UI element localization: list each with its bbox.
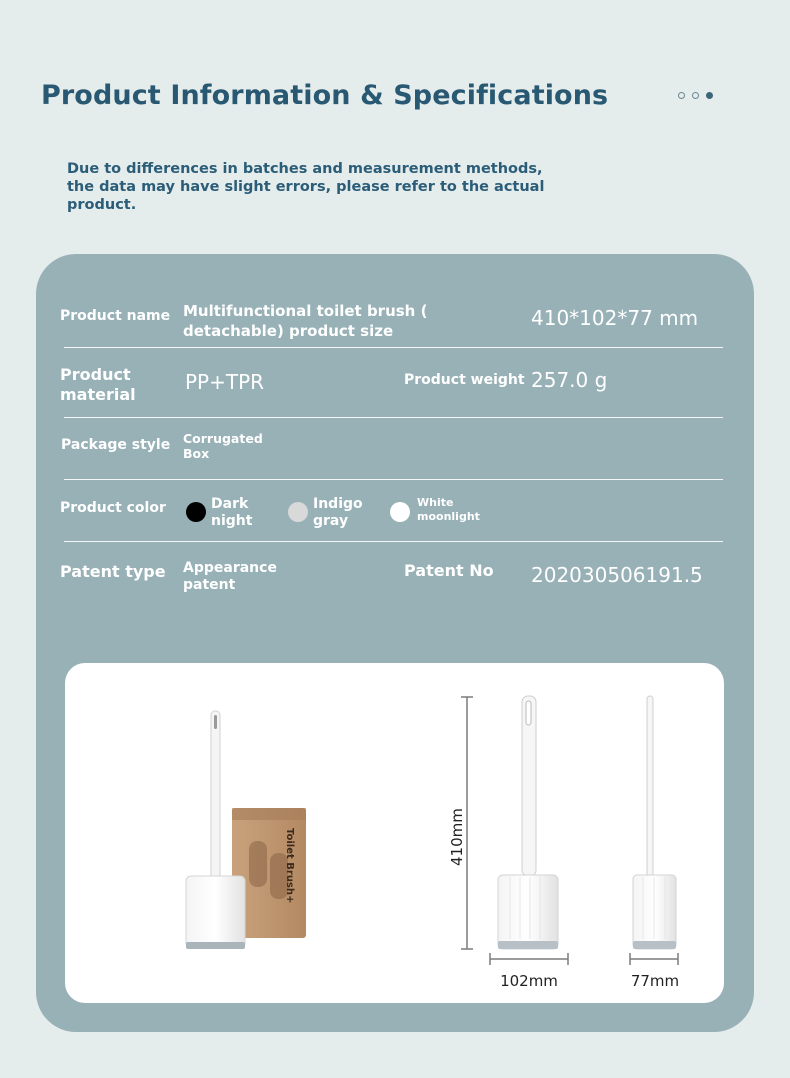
width-dimension-label: 102mm: [500, 972, 558, 990]
weight-label: Product weight: [404, 372, 525, 388]
depth-dimension-label: 77mm: [630, 972, 680, 990]
product-size-value: 410*102*77 mm: [531, 306, 699, 330]
patent-type-value: Appearance patent: [183, 560, 277, 593]
brush-holder: [186, 876, 245, 948]
material-value: PP+TPR: [185, 370, 265, 394]
page-dot-1[interactable]: [678, 92, 685, 99]
product-name-value: Multifunctional toilet brush ( detachable) product size: [183, 302, 428, 340]
page-dot-3-active[interactable]: [706, 92, 713, 99]
color-swatch-white-moonlight[interactable]: [390, 502, 410, 522]
row-divider: [64, 479, 723, 480]
disclaimer-note: Due to differences in batches and measurement methods, the data may have slight errors, please refer to the actual product.: [67, 161, 545, 213]
pagination-dots: [678, 92, 713, 99]
patent-no-value: 202030506191.5: [531, 563, 703, 587]
brush-handle: [211, 711, 220, 881]
front-view-image: [448, 696, 568, 990]
product-illustration: [65, 663, 724, 1003]
package-value: Corrugated Box: [183, 431, 263, 461]
color-swatch-dark-night[interactable]: [186, 502, 206, 522]
weight-value: 257.0 g: [531, 368, 608, 392]
page-title: Product Information & Specifications: [41, 80, 609, 111]
product-with-box-image: [186, 711, 306, 949]
patent-no-label: Patent No: [404, 561, 494, 580]
spec-card: [36, 254, 754, 1032]
color-name-dark-night: Dark night: [211, 496, 253, 529]
package-label: Package style: [61, 437, 171, 453]
color-swatch-indigo-gray[interactable]: [288, 502, 308, 522]
color-name-white-moonlight: White moonlight: [417, 496, 480, 523]
product-name-label: Product name: [60, 308, 171, 324]
box-text: Toilet Brush+: [284, 828, 295, 904]
product-dimension-panel: [65, 663, 724, 1003]
row-divider: [64, 541, 723, 542]
page-dot-2[interactable]: [692, 92, 699, 99]
row-divider: [64, 347, 723, 348]
side-view-image: [630, 696, 679, 990]
patent-type-label: Patent type: [60, 562, 166, 581]
color-name-indigo-gray: Indigo gray: [313, 496, 363, 529]
row-divider: [64, 417, 723, 418]
color-label: Product color: [60, 500, 166, 516]
height-dimension-label: 410mm: [448, 808, 466, 866]
material-label: Product material: [60, 365, 136, 404]
